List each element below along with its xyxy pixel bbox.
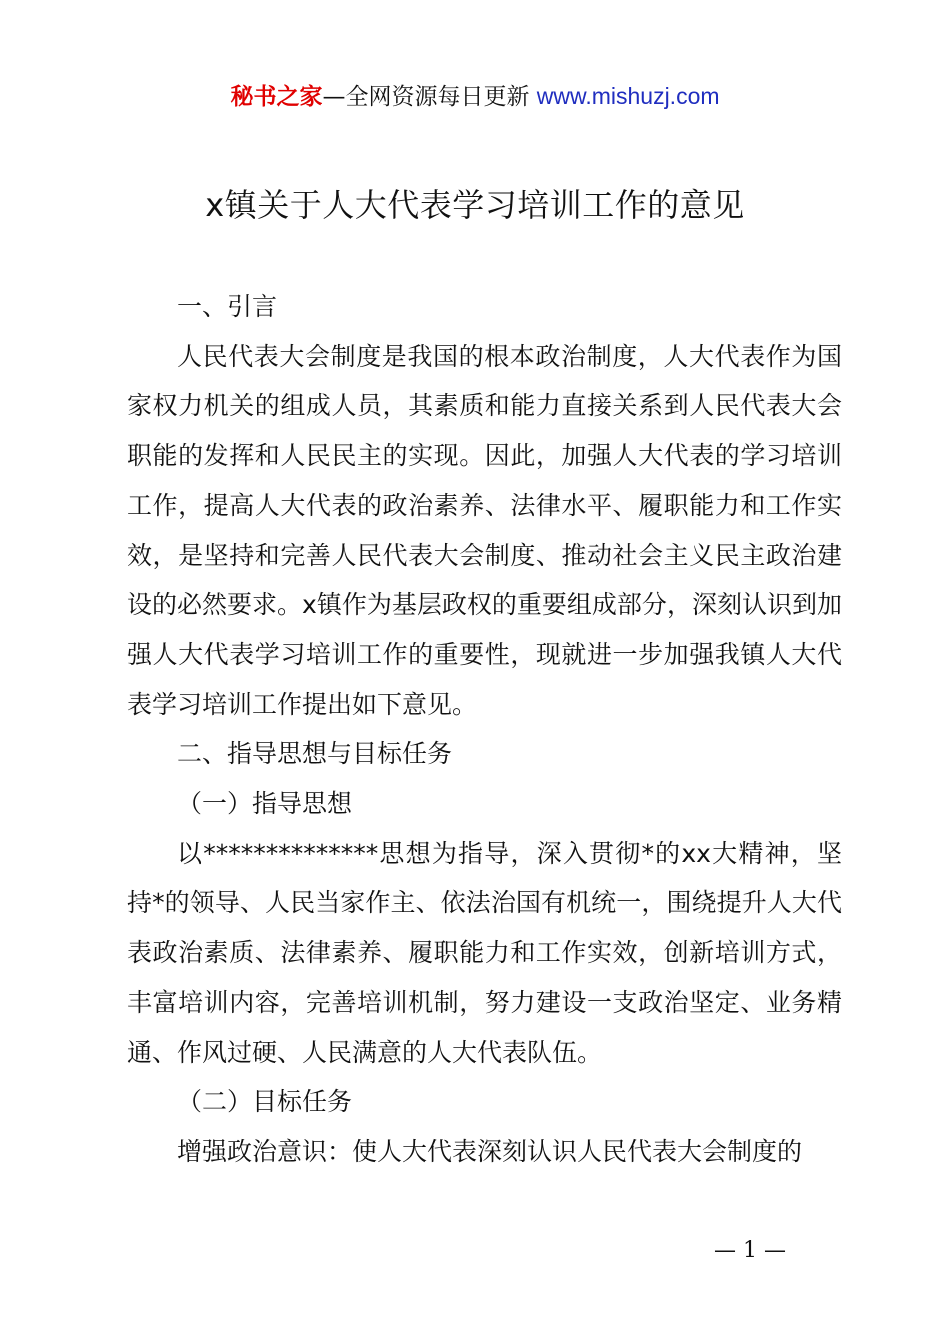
subsection-heading-guiding-ideology: （一）指导思想 xyxy=(177,789,353,819)
site-url-link[interactable]: www.mishuzj.com xyxy=(536,83,720,109)
section-heading-guiding-ideology-and-tasks: 二、指导思想与目标任务 xyxy=(177,739,453,769)
document-title: x镇关于人大代表学习培训工作的意见 xyxy=(205,186,745,224)
page-number: — 1 — xyxy=(714,1238,786,1263)
body-paragraph: 以**************思想为指导，深入贯彻*的xx大精神，坚持*的领导、人民当家作主、依法治国有机统一，围绕提升人大代表政治素质、法律素养、履职能力和工作实效，创新培训方式，丰富培训内容，完善培训机制，努力建设一支政治坚定、业务精通、作风过硬、人民满意的人大代表队伍。 xyxy=(127,838,842,1067)
document-body xyxy=(127,282,842,1177)
subsection-heading-target-tasks: （二）目标任务 xyxy=(177,1087,353,1117)
body-paragraph: 增强政治意识：使人大代表深刻认识人民代表大会制度的 xyxy=(177,1136,803,1166)
brand-name: 秘书之家 xyxy=(230,84,323,110)
site-header xyxy=(0,80,950,113)
body-paragraph: 人民代表大会制度是我国的根本政治制度，人大代表作为国家权力机关的组成人员，其素质和能力直接关系到人民代表大会职能的发挥和人民民主的实现。因此，加强人大代表的学习培训工作，提高人大代表的政治素养、法律水平、履职能力和工作实效，是坚持和完善人民代表大会制度、推动社会主义民主政治建设的必然要求。x镇作为基层政权的重要组成部分，深刻认识到加强人大代表学习培训工作的重要性，现就进一步加强我镇人大代表学习培训工作提出如下意见。 xyxy=(127,341,842,719)
header-slogan: —全网资源每日更新 xyxy=(322,84,530,110)
section-heading-introduction: 一、引言 xyxy=(177,292,278,321)
